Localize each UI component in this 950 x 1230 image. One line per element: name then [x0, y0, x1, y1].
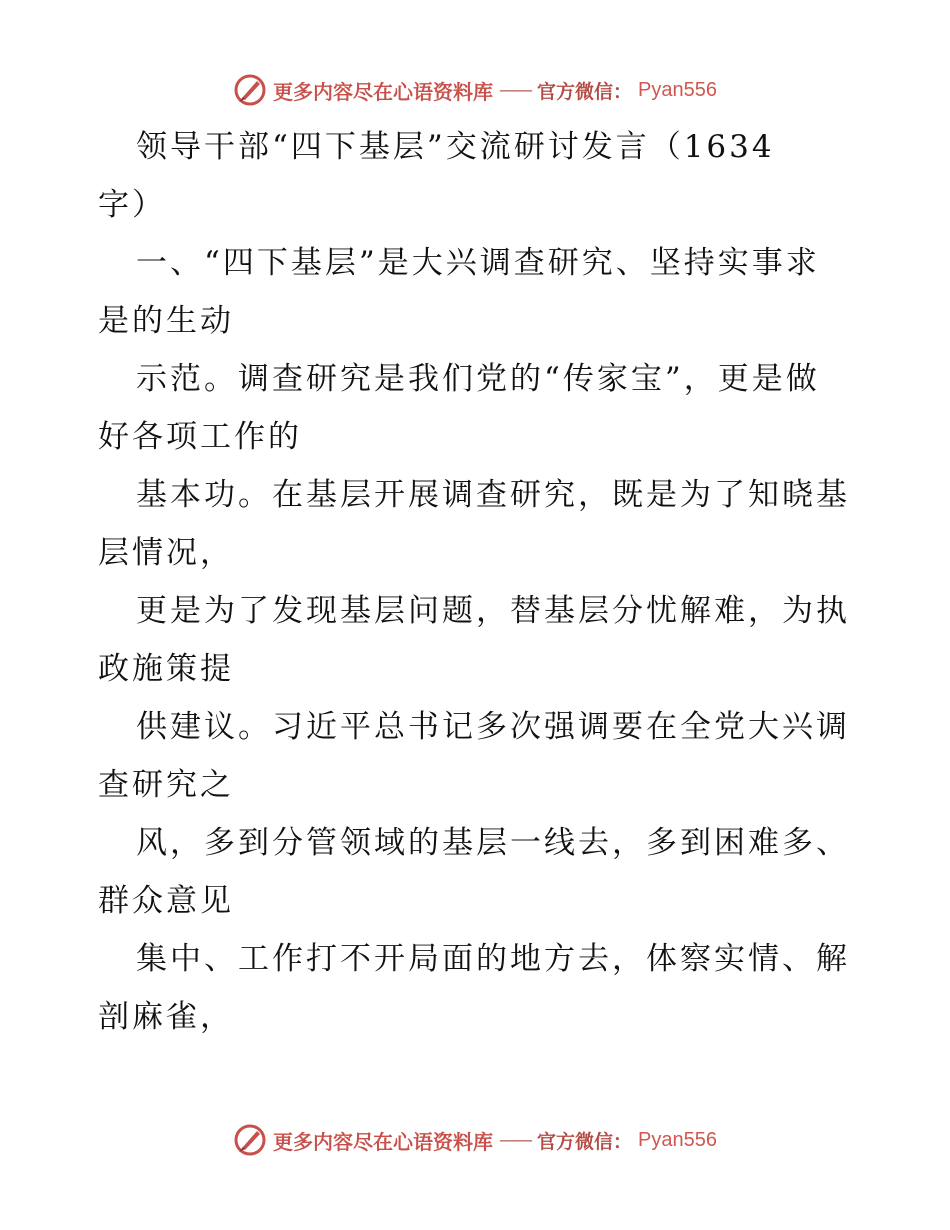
- footer-banner: [0, 1120, 950, 1160]
- banner-brand-text: 更多内容尽在心语资料库: [273, 79, 493, 104]
- banner-wechat-id: Pyan556: [638, 1128, 717, 1151]
- banner-separator: ——: [499, 1129, 531, 1151]
- header-banner: [0, 70, 950, 110]
- paragraph-line: 好各项工作的: [98, 419, 302, 455]
- document-title-line-1: 领导干部“四下基层”交流研讨发言（1634: [136, 129, 775, 165]
- paragraph-line: 群众意见: [98, 883, 234, 919]
- paragraph-line: 政施策提: [98, 651, 234, 687]
- quill-pen-logo-icon: [233, 1123, 267, 1157]
- paragraph-line: 基本功。在基层开展调查研究，既是为了知晓基: [136, 477, 850, 513]
- paragraph-line: 剖麻雀，: [98, 999, 234, 1035]
- banner-brand-text: 更多内容尽在心语资料库: [273, 1129, 493, 1154]
- paragraph-line: 风，多到分管领域的基层一线去，多到困难多、: [136, 825, 850, 861]
- banner-official-label: 官方微信：: [537, 1130, 633, 1153]
- paragraph-line: 更是为了发现基层问题，替基层分忧解难，为执: [136, 593, 850, 629]
- paragraph-line: 集中、工作打不开局面的地方去，体察实情、解: [136, 941, 850, 977]
- paragraph-line: 是的生动: [98, 303, 234, 339]
- document-body: [98, 118, 858, 1046]
- banner-wechat-id: Pyan556: [638, 78, 717, 101]
- paragraph-line: 供建议。习近平总书记多次强调要在全党大兴调: [136, 709, 850, 745]
- paragraph-line: 示范。调查研究是我们党的“传家宝”，更是做: [136, 361, 820, 397]
- document-title-line-2: 字）: [98, 187, 166, 223]
- paragraph-line: 查研究之: [98, 767, 234, 803]
- banner-official-label: 官方微信：: [537, 80, 633, 103]
- quill-pen-logo-icon: [233, 73, 267, 107]
- paragraph-line: 一、“四下基层”是大兴调查研究、坚持实事求: [136, 245, 820, 281]
- paragraph-line: 层情况，: [98, 535, 234, 571]
- banner-separator: ——: [499, 79, 531, 101]
